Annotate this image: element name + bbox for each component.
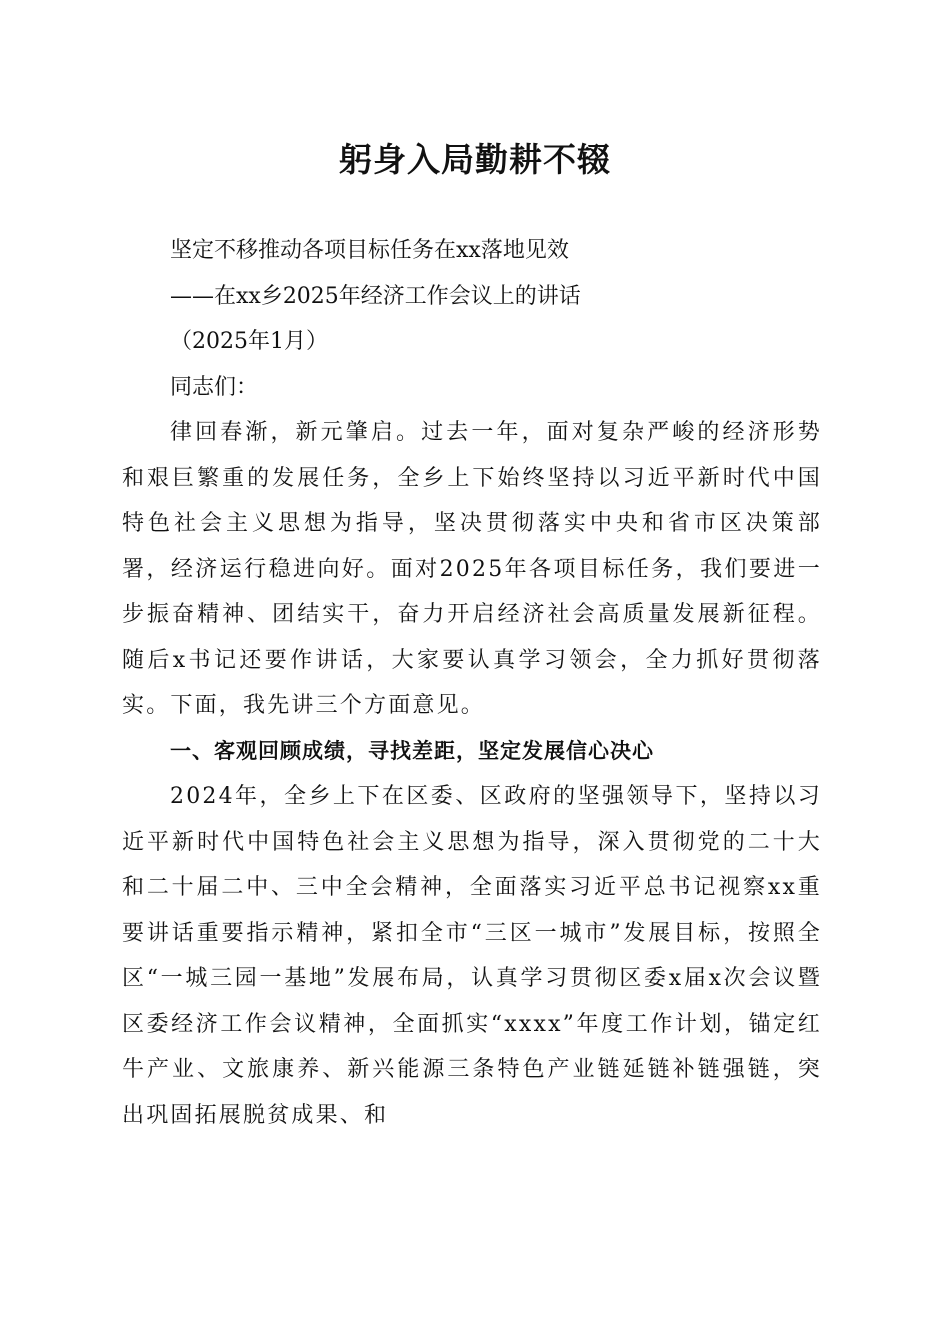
document-body — [122, 228, 822, 1138]
salutation: 同志们： — [170, 374, 259, 400]
section-heading-1: 一、客观回顾成绩，寻找差距，坚定发展信心决心 — [170, 738, 654, 763]
opening-paragraph: 律回春渐，新元肇启。过去一年，面对复杂严峻的经济形势和艰巨繁重的发展任务，全乡上下始终坚持以习近平新时代中国特色社会主义思想为指导，坚决贯彻落实中央和省市区决策部署，经济运行稳进向好。面对2025年各项目标任务，我们要进一步振奋精神、团结实干，奋力开启经济社会高质量发展新征程。随后x书记还要作讲话，大家要认真学习领会，全力抓好贯彻落实。下面，我先讲三个方面意见。 — [122, 420, 822, 718]
section-1-paragraph: 2024年，全乡上下在区委、区政府的坚强领导下，坚持以习近平新时代中国特色社会主义思想为指导，深入贯彻党的二十大和二十届二中、三中全会精神，全面落实习近平总书记视察xx重要讲话重要指示精神，紧扣全市“三区一城市”发展目标，按照全区“一城三园一基地”发展布局，认真学习贯彻区委x届x次会议暨区委经济工作会议精神，全面抓实“xxxx”年度工作计划，锚定红牛产业、文旅康养、新兴能源三条特色产业链延链补链强链，突出巩固拓展脱贫成果、和 — [122, 784, 822, 1128]
speech-date: （2025年1月） — [170, 329, 328, 354]
document-title: 躬身入局勤耕不辍 — [339, 140, 611, 179]
document-subtitle: 坚定不移推动各项目标任务在xx落地见效 — [170, 238, 569, 263]
speech-occasion-line: ——在xx乡2025年经济工作会议上的讲话 — [170, 283, 581, 309]
